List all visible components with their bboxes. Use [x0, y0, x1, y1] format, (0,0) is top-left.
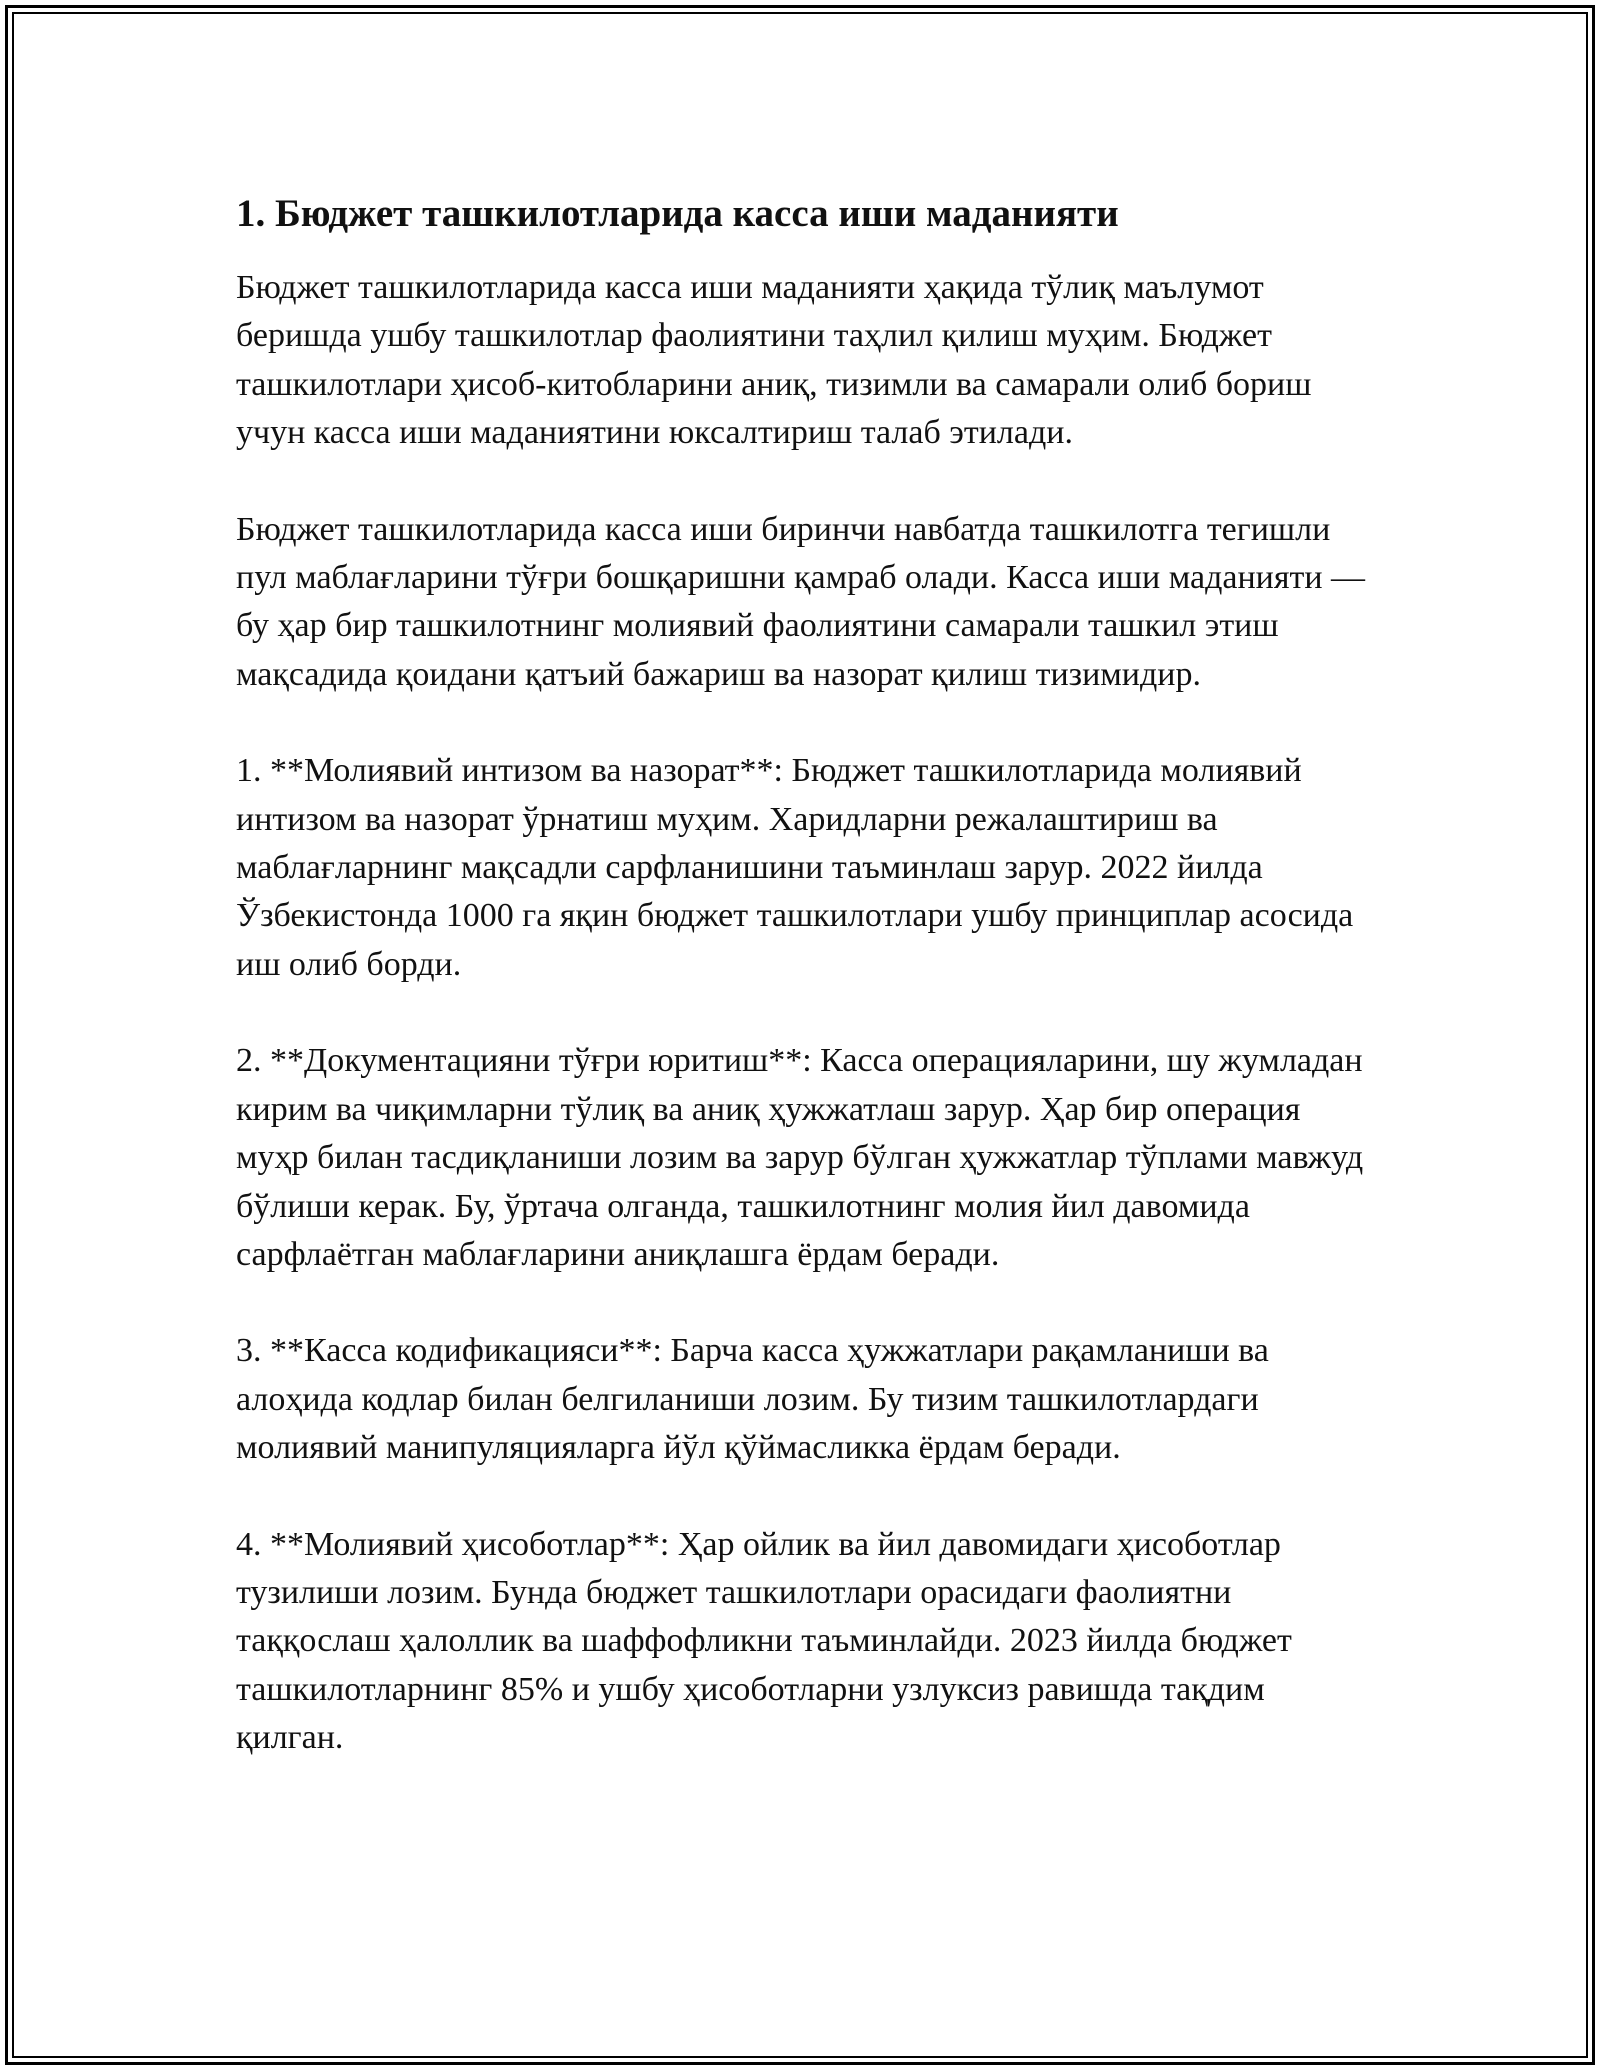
paragraph-intro: Бюджет ташкилотларида касса иши маданияти ҳақида тўлиқ маълумот беришда ушбу ташкилотлар фаолиятини таҳлил қилиш муҳим. Бюджет ташкилотлари ҳисоб-китобларини аниқ, тизимли ва самарали олиб бориш учун касса иши маданиятини юксалтириш талаб этилади.: [236, 269, 1312, 452]
document-title: 1. Бюджет ташкилотларида касса иши маданияти: [236, 192, 1119, 235]
paragraph-cash-management: Бюджет ташкилотларида касса иши биринчи навбатда ташкилотга тегишли пул маблағларини тўғри бошқаришни қамраб олади. Касса иши маданияти — бу ҳар бир ташкилотнинг молиявий фаолиятини самарали ташкил этиш мақсадида қоидани қатъий бажариш ва назорат қилиш тизимидир.: [236, 510, 1366, 693]
paragraph-item-3: 3. **Касса кодификацияси**: Барча касса ҳужжатлари рақамланиши ва алоҳида кодлар билан белгиланиши лозим. Бу тизим ташкилотлардаги молиявий манипуляцияларга йўл қўймасликка ёрдам беради.: [236, 1332, 1269, 1467]
paragraph-item-4: 4. **Молиявий ҳисоботлар**: Ҳар ойлик ва йил давомидаги ҳисоботлар тузилиши лозим. Бунда бюджет ташкилотлари орасидаги фаолиятни таққослаш ҳалоллик ва шаффофликни таъминлайди. 2023 йилда бюджет ташкилотларнинг 85% и ушбу ҳисоботларни узлуксиз равишда тақдим қилган.: [236, 1525, 1292, 1757]
paragraph-item-2: 2. **Документацияни тўғри юритиш**: Касса операцияларини, шу жумладан кирим ва чиқимларни тўлиқ ва аниқ ҳужжатлаш зарур. Ҳар бир операция муҳр билан тасдиқланиши лозим ва зарур бўлган ҳужжатлар тўплами мавжуд бўлиши керак. Бу, ўртача олганда, ташкилотнинг молия йил давомида сарфлаётган маблағларини аниқлашга ёрдам беради.: [236, 1042, 1364, 1273]
document-body: [236, 188, 1366, 1811]
paragraph-item-1: 1. **Молиявий интизом ва назорат**: Бюджет ташкилотларида молиявий интизом ва назорат ўрнатиш муҳим. Харидларни режалаштириш ва маблағларнинг мақсадли сарфланишини таъминлаш зарур. 2022 йилда Ўзбекистонда 1000 га яқин бюджет ташкилотлари ушбу принциплар асосида иш олиб борди.: [236, 752, 1354, 983]
